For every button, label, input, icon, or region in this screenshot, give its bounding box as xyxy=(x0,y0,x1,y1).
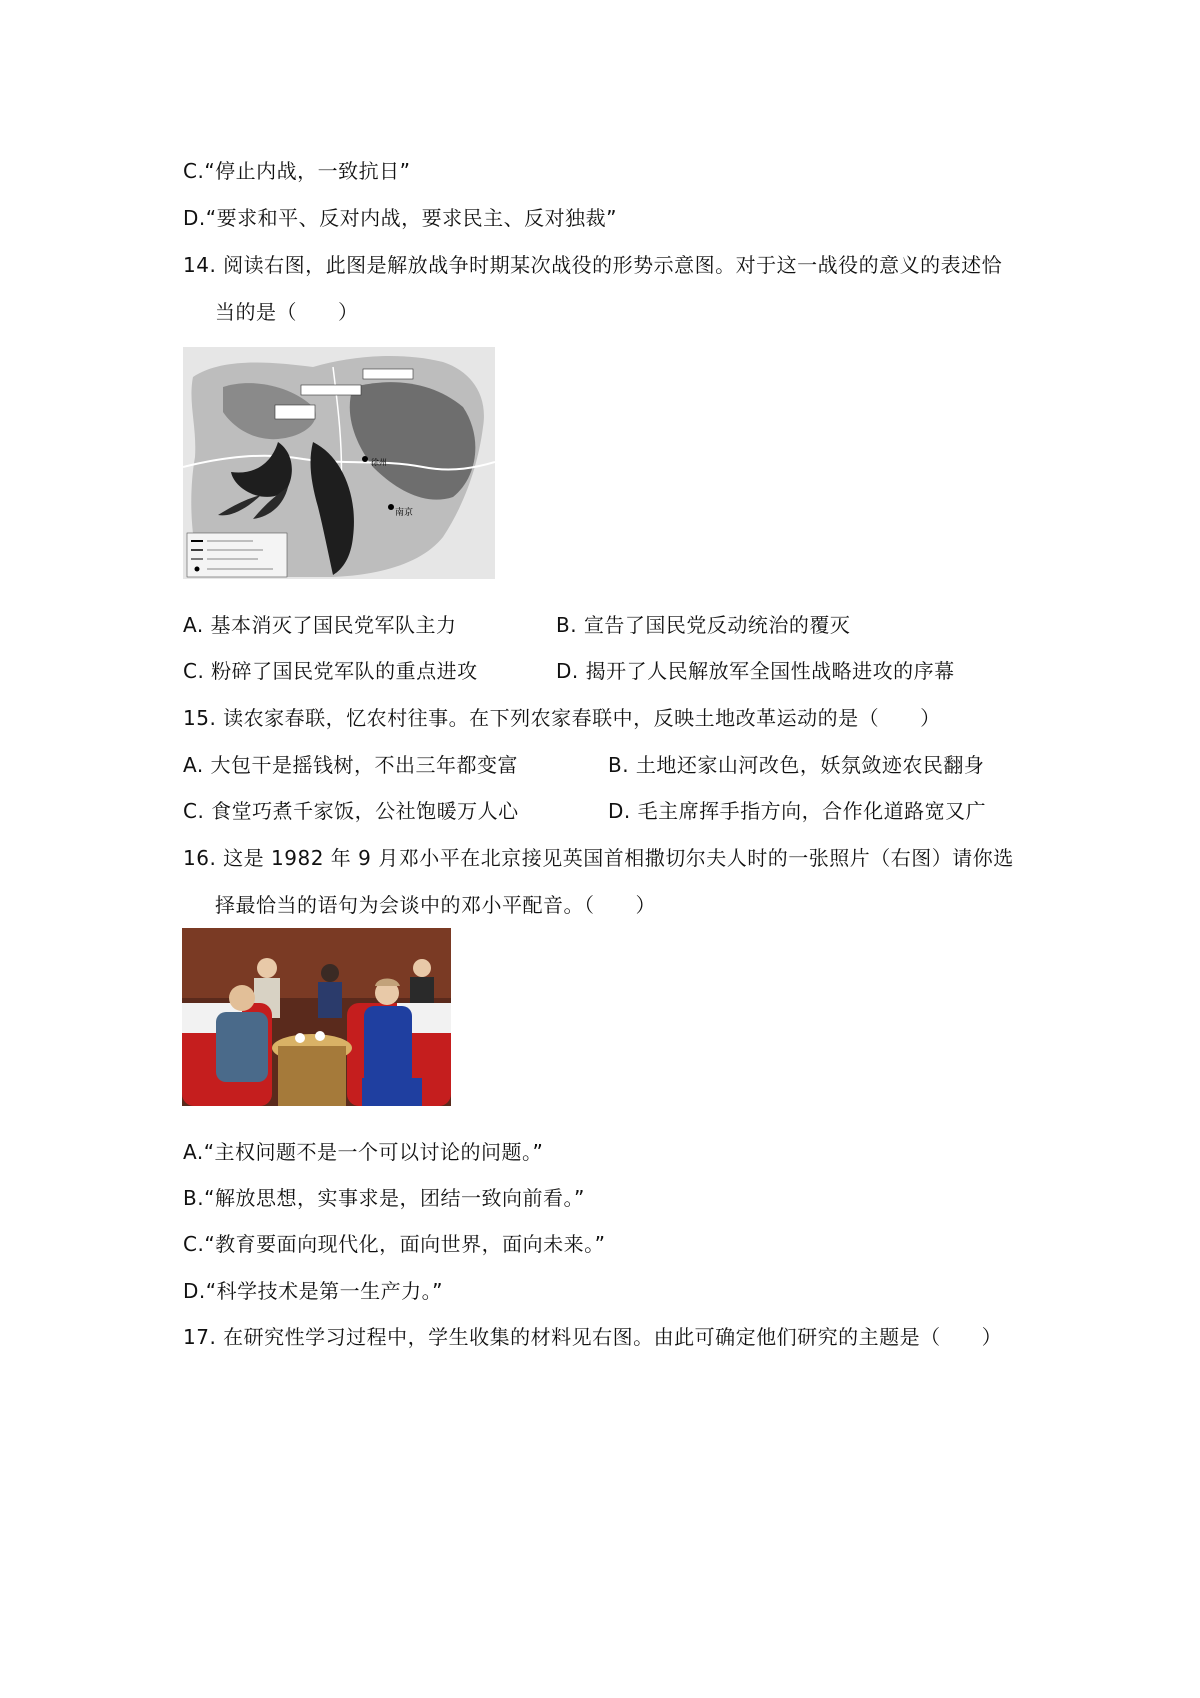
q14-option-b: B. 宣告了国民党反动统治的覆灭 xyxy=(556,613,851,637)
q14-option-a: A. 基本消灭了国民党军队主力 xyxy=(183,613,457,637)
q15-option-c: C. 食堂巧煮千家饭，公社饱暖万人心 xyxy=(183,799,519,823)
q15-option-a: A. 大包干是摇钱树，不出三年都变富 xyxy=(183,753,519,777)
q14-stem-line1: 14. 阅读右图，此图是解放战争时期某次战役的形势示意图。对于这一战役的意义的表述恰 xyxy=(183,253,1003,277)
q13-option-c: C.“停止内战，一致抗日” xyxy=(183,159,411,183)
q14-stem-line2: 当的是（ ） xyxy=(215,300,359,324)
q16-stem-line1: 16. 这是 1982 年 9 月邓小平在北京接见英国首相撒切尔夫人时的一张照片（右图）请你选 xyxy=(183,846,1014,870)
q13-option-d: D.“要求和平、反对内战，要求民主、反对独裁” xyxy=(183,206,617,230)
q16-option-a: A.“主权问题不是一个可以讨论的问题。” xyxy=(183,1140,544,1164)
q17-stem: 17. 在研究性学习过程中，学生收集的材料见右图。由此可确定他们研究的主题是（ ） xyxy=(183,1325,1003,1349)
q16-stem-line2: 择最恰当的语句为会谈中的邓小平配音。（ ） xyxy=(215,893,656,917)
q14-option-c: C. 粉碎了国民党军队的重点进攻 xyxy=(183,659,478,683)
meeting-photo xyxy=(182,928,451,1106)
q15-option-d: D. 毛主席挥手指方向，合作化道路宽又广 xyxy=(608,799,987,823)
q16-option-c: C.“教育要面向现代化，面向世界，面向未来。” xyxy=(183,1232,606,1256)
battle-situation-map xyxy=(183,347,495,579)
map-label-nanjing: 南京 xyxy=(395,508,414,518)
q16-option-b: B.“解放思想，实事求是，团结一致向前看。” xyxy=(183,1186,585,1210)
q15-stem: 15. 读农家春联，忆农村往事。在下列农家春联中，反映土地改革运动的是（ ） xyxy=(183,706,941,730)
q14-option-d: D. 揭开了人民解放军全国性战略进攻的序幕 xyxy=(556,659,955,683)
map-label-xuzhou: 徐州 xyxy=(371,458,387,467)
q15-option-b: B. 土地还家山河改色，妖氛敛迹农民翻身 xyxy=(608,753,985,777)
q16-option-d: D.“科学技术是第一生产力。” xyxy=(183,1279,443,1303)
